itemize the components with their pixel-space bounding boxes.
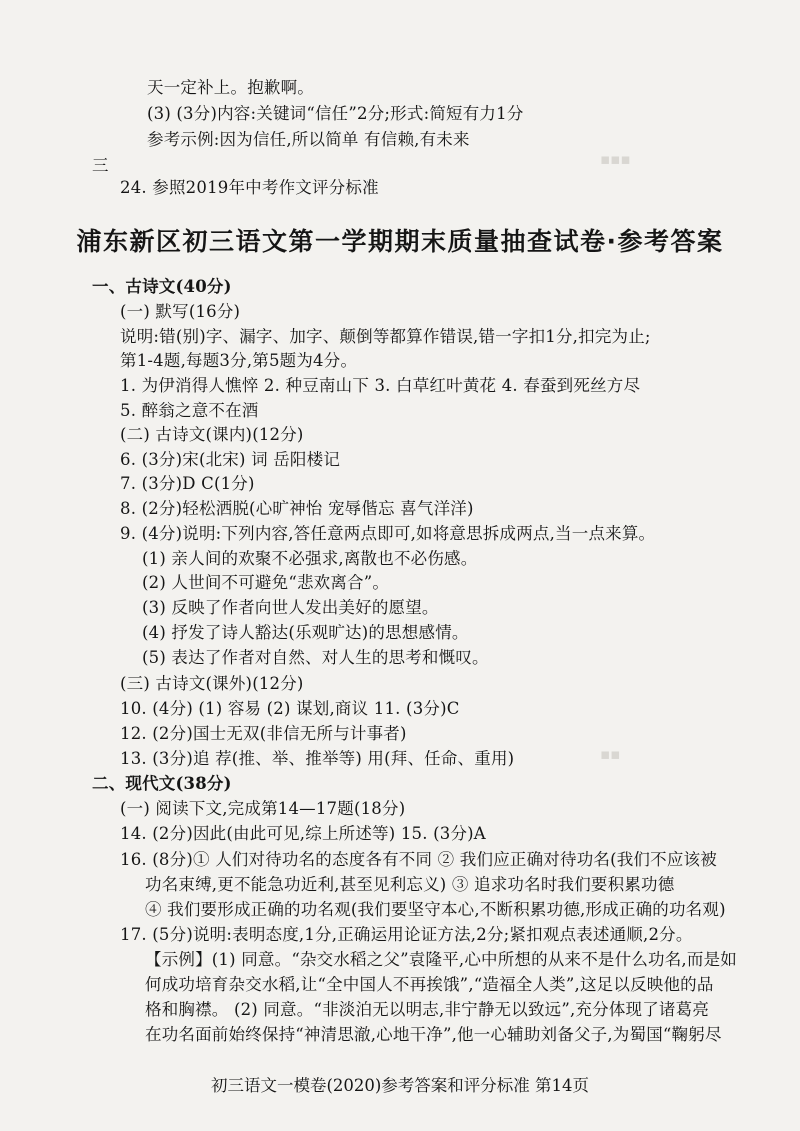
list-item: (1) 亲人间的欢聚不必强求,离散也不必伤感。 [142, 549, 478, 568]
list-item: (2) 人世间不可避免“悲欢离合”。 [142, 573, 390, 592]
text-line: (3) (3分)内容:关键词“信任”2分;形式:简短有力1分 [147, 104, 524, 123]
page-footer: 初三语文一模卷(2020)参考答案和评分标准 第14页 [210, 1076, 590, 1095]
example-text: 【示例】(1) 同意。“杂交水稻之父”袁隆平,心中所想的从来不是什么功名,而是如 [145, 950, 737, 969]
answer-line: 7. (3分)D C(1分) [120, 474, 255, 493]
example-text: 何成功培育杂交水稻,让“全中国人不再挨饿”,“造福全人类”,这足以反映他的品 [145, 975, 714, 994]
list-item: (4) 抒发了诗人豁达(乐观旷达)的思想感情。 [142, 623, 469, 642]
example-text: 格和胸襟。 (2) 同意。“非淡泊无以明志,非宁静无以致远”,充分体现了诸葛亮 [145, 1000, 710, 1019]
grading-note: 第1-4题,每题3分,第5题为4分。 [120, 351, 358, 370]
section-number: 三 [92, 156, 109, 175]
list-item: (5) 表达了作者对自然、对人生的思考和慨叹。 [142, 648, 489, 667]
list-item: (3) 反映了作者向世人发出美好的愿望。 [142, 598, 439, 617]
answer-line: 12. (2分)国士无双(非信无所与计事者) [120, 724, 407, 743]
section-heading: 一、古诗文(40分) [92, 277, 232, 296]
answer-line: 5. 醉翁之意不在酒 [120, 401, 259, 420]
subsection-heading: (三) 古诗文(课外)(12分) [120, 674, 304, 693]
answer-line: 13. (3分)追 荐(推、举、推举等) 用(拜、任命、重用) [120, 749, 515, 768]
answer-line: 10. (4分) (1) 容易 (2) 谋划,商议 11. (3分)C [120, 699, 460, 718]
text-line: 参考示例:因为信任,所以简单 有信赖,有未来 [147, 130, 470, 149]
bleed-through-mark: ▪▪ [600, 745, 621, 763]
answer-line: 16. (8分)① 人们对待功名的态度各有不同 ② 我们应正确对待功名(我们不应该被 [120, 850, 717, 869]
answer-line: 1. 为伊消得人憔悴 2. 种豆南山下 3. 白草红叶黄花 4. 春蚕到死丝方尽 [120, 376, 641, 395]
text-line: 24. 参照2019年中考作文评分标准 [120, 178, 379, 197]
answer-line: 功名束缚,更不能急功近利,甚至见利忘义) ③ 追求功名时我们要积累功德 [145, 875, 675, 894]
answer-line: 6. (3分)宋(北宋) 词 岳阳楼记 [120, 450, 341, 469]
answer-line: ④ 我们要形成正确的功名观(我们要坚守本心,不断积累功德,形成正确的功名观) [145, 900, 726, 919]
section-heading: 二、现代文(38分) [92, 774, 232, 793]
subsection-heading: (二) 古诗文(课内)(12分) [120, 425, 304, 444]
grading-note: 说明:错(别)字、漏字、加字、颠倒等都算作错误,错一字扣1分,扣完为止; [120, 327, 651, 346]
answer-line: 9. (4分)说明:下列内容,答任意两点即可,如将意思拆成两点,当一点来算。 [120, 524, 656, 543]
subsection-heading: (一) 阅读下文,完成第14—17题(18分) [120, 799, 406, 818]
answer-line: 14. (2分)因此(由此可见,综上所述等) 15. (3分)A [120, 824, 486, 843]
text-line: 天一定补上。抱歉啊。 [147, 78, 314, 97]
answer-line: 8. (2分)轻松洒脱(心旷神怡 宠辱偕忘 喜气洋洋) [120, 499, 474, 518]
answer-line: 17. (5分)说明:表明态度,1分,正确运用论证方法,2分;紧扣观点表述通顺,2分。 [120, 925, 693, 944]
page-title: 浦东新区初三语文第一学期期末质量抽查试卷·参考答案 [76, 227, 724, 256]
bleed-through-mark: ▪▪▪ [600, 150, 631, 168]
subsection-heading: (一) 默写(16分) [120, 302, 241, 321]
example-text: 在功名面前始终保持“神清思澈,心地干净”,他一心辅助刘备父子,为蜀国“鞠躬尽 [145, 1025, 722, 1044]
